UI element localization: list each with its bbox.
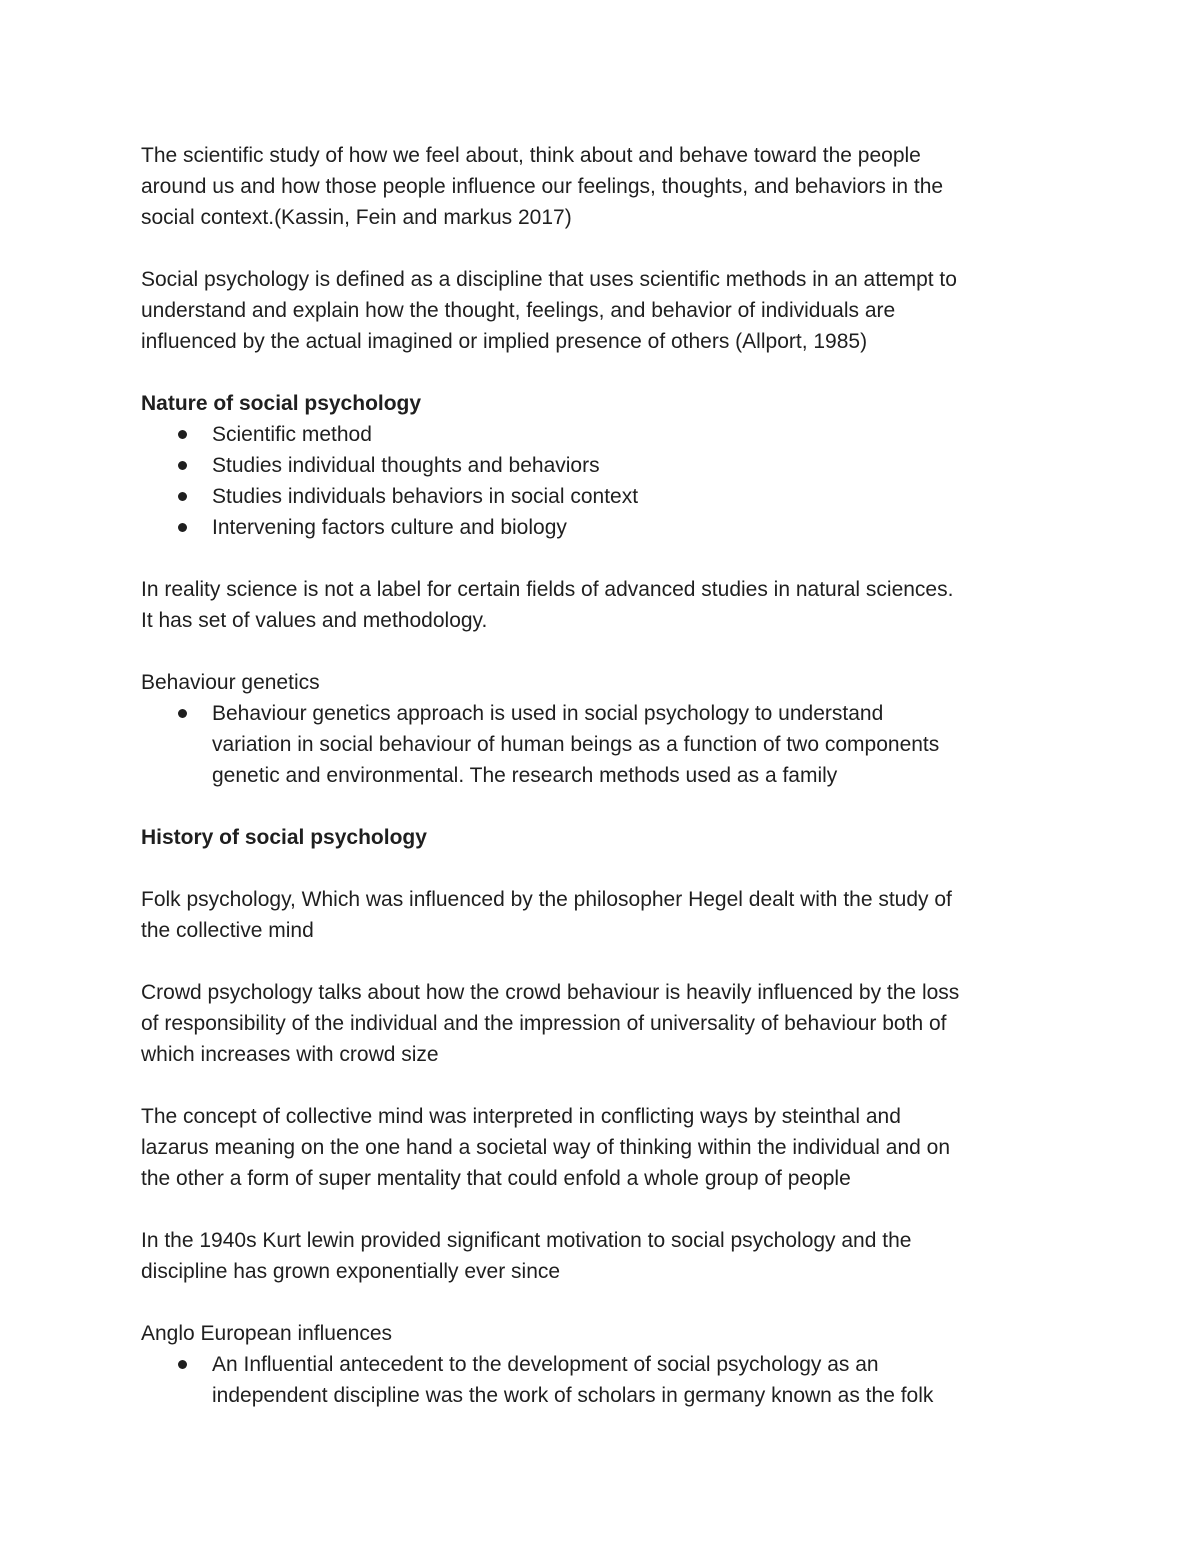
bullet-icon (178, 461, 187, 470)
list-item-text: Scientific method (212, 423, 372, 446)
bullet-icon (178, 709, 187, 718)
list-item-text: Intervening factors culture and biology (212, 516, 567, 539)
list-item-text: Studies individuals behaviors in social context (212, 485, 639, 508)
list-item-text: Studies individual thoughts and behaviors (212, 454, 600, 477)
list-item (141, 1349, 1071, 1411)
bullet-icon (178, 492, 187, 501)
subheading-behaviour-genetics: Behaviour genetics (141, 671, 320, 694)
behaviour-genetics-list (141, 698, 1071, 791)
bullet-icon (178, 523, 187, 532)
list-item (141, 419, 1071, 450)
anglo-european-list (141, 1349, 1071, 1411)
heading-history: History of social psychology (141, 826, 427, 849)
kurt-lewin-paragraph: In the 1940s Kurt lewin provided significant motivation to social psychology and the discipline has grown exponentially ever since (141, 1229, 912, 1283)
crowd-psychology-paragraph: Crowd psychology talks about how the crowd behaviour is heavily influenced by the loss of responsibility of the individual and the impression of universality of behaviour both of which increases with crowd size (141, 981, 960, 1066)
bullet-icon (178, 1360, 187, 1369)
folk-psychology-paragraph: Folk psychology, Which was influenced by the philosopher Hegel dealt with the study of the collective mind (141, 888, 952, 942)
collective-mind-paragraph: The concept of collective mind was interpreted in conflicting ways by steinthal and lazarus meaning on the one hand a societal way of thinking within the individual and on the other a form of super mentality that could enfold a whole group of people (141, 1105, 951, 1190)
subheading-anglo-european: Anglo European influences (141, 1322, 393, 1345)
list-item (141, 481, 1071, 512)
heading-nature: Nature of social psychology (141, 392, 422, 415)
definition-paragraph-kassin: The scientific study of how we feel about, think about and behave toward the people around us and how those people influence our feelings, thoughts, and behaviors in the social context.(Kassin, Fein and markus 2017) (141, 144, 944, 229)
definition-paragraph-allport: Social psychology is defined as a discipline that uses scientific methods in an attempt to understand and explain how the thought, feelings, and behavior of individuals are influenced by the actual imagined or implied presence of others (Allport, 1985) (141, 268, 957, 353)
list-item-text: Behaviour genetics approach is used in social psychology to understand variation in social behaviour of human beings as a function of two components genetic and environmental. The research methods used as a family (212, 702, 940, 787)
list-item-text: An Influential antecedent to the development of social psychology as an independent discipline was the work of scholars in germany known as the folk (212, 1353, 934, 1407)
list-item (141, 512, 1071, 543)
list-item (141, 698, 1071, 791)
science-paragraph: In reality science is not a label for certain fields of advanced studies in natural sciences. It has set of values and methodology. (141, 578, 954, 632)
bullet-icon (178, 430, 187, 439)
nature-list (141, 419, 1071, 543)
list-item (141, 450, 1071, 481)
document-page (141, 140, 1071, 1411)
